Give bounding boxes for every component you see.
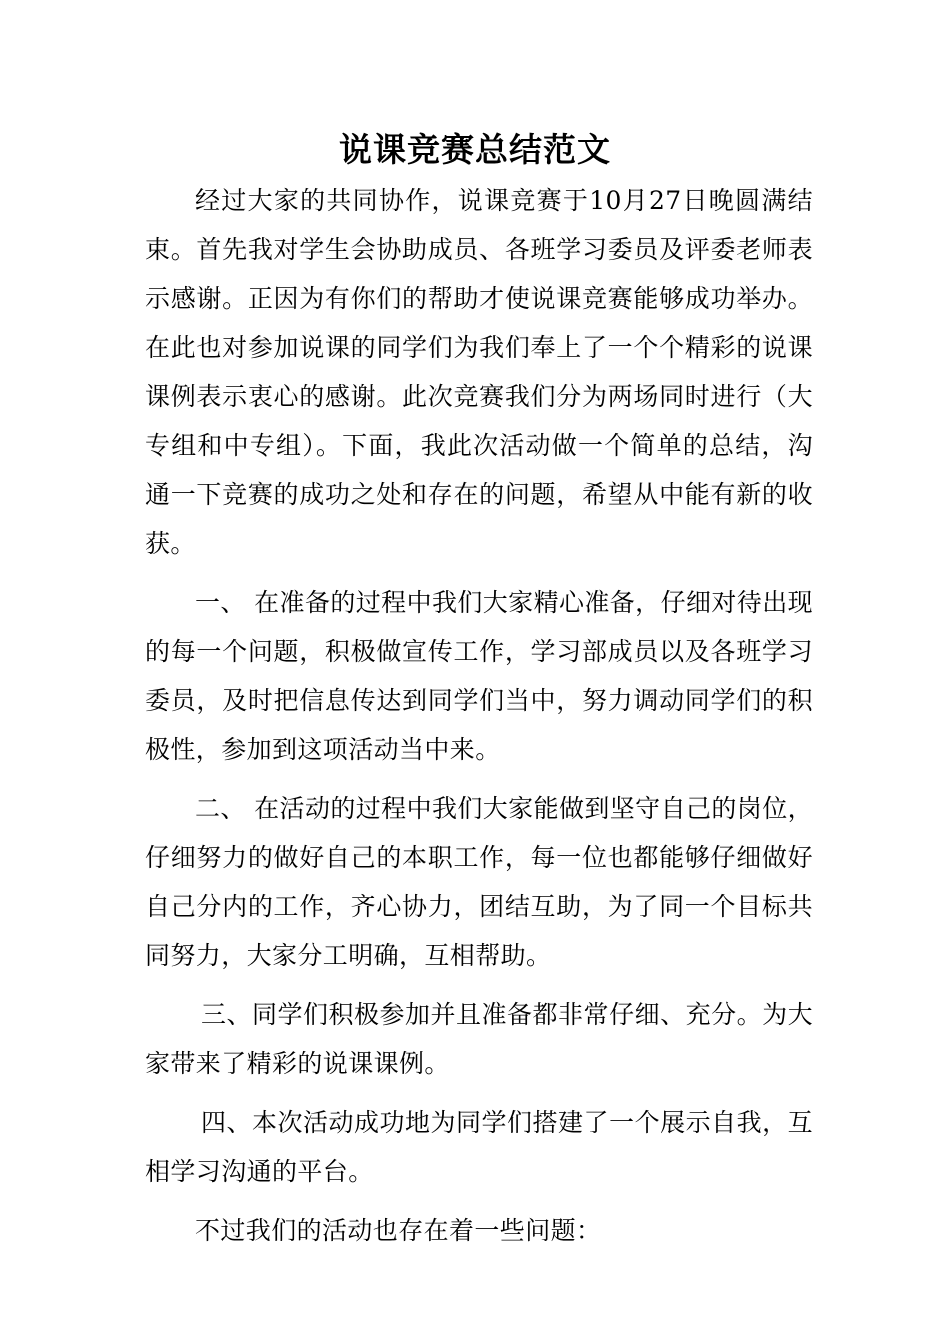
paragraph-point-1: 一、 在准备的过程中我们大家精心准备，仔细对待出现的每一个问题，积极做宣传工作，学习部成员以及各班学习委员，及时把信息传达到同学们当中，努力调动同学们的积极性，参加到这项活动当中来。 xyxy=(145,588,813,764)
document-title: 说课竞赛总结范文 xyxy=(339,130,611,169)
paragraph-point-3: 三、同学们积极参加并且准备都非常仔细、充分。为大家带来了精彩的说课课例。 xyxy=(145,1000,813,1078)
paragraph-point-4: 四、本次活动成功地为同学们搭建了一个展示自我，互相学习沟通的平台。 xyxy=(145,1108,813,1186)
paragraph-point-2: 二、 在活动的过程中我们大家能做到坚守自己的岗位，仔细努力的做好自己的本职工作，每一位也都能够仔细做好自己分内的工作，齐心协力，团结互助，为了同一个目标共同努力，大家分工明确，互相帮助。 xyxy=(145,794,813,970)
document-body xyxy=(145,176,813,1255)
paragraph-problems-intro: 不过我们的活动也存在着一些问题： xyxy=(195,1216,602,1245)
paragraph-intro: 经过大家的共同协作，说课竞赛于10月27日晚圆满结束。首先我对学生会协助成员、各班学习委员及评委老师表示感谢。正因为有你们的帮助才使说课竞赛能够成功举办。在此也对参加说课的同学们为我们奉上了一个个精彩的说课课例表示衷心的感谢。此次竞赛我们分为两场同时进行（大专组和中专组）。下面，我此次活动做一个简单的总结，沟通一下竞赛的成功之处和存在的问题，希望从中能有新的收获。 xyxy=(145,186,813,558)
